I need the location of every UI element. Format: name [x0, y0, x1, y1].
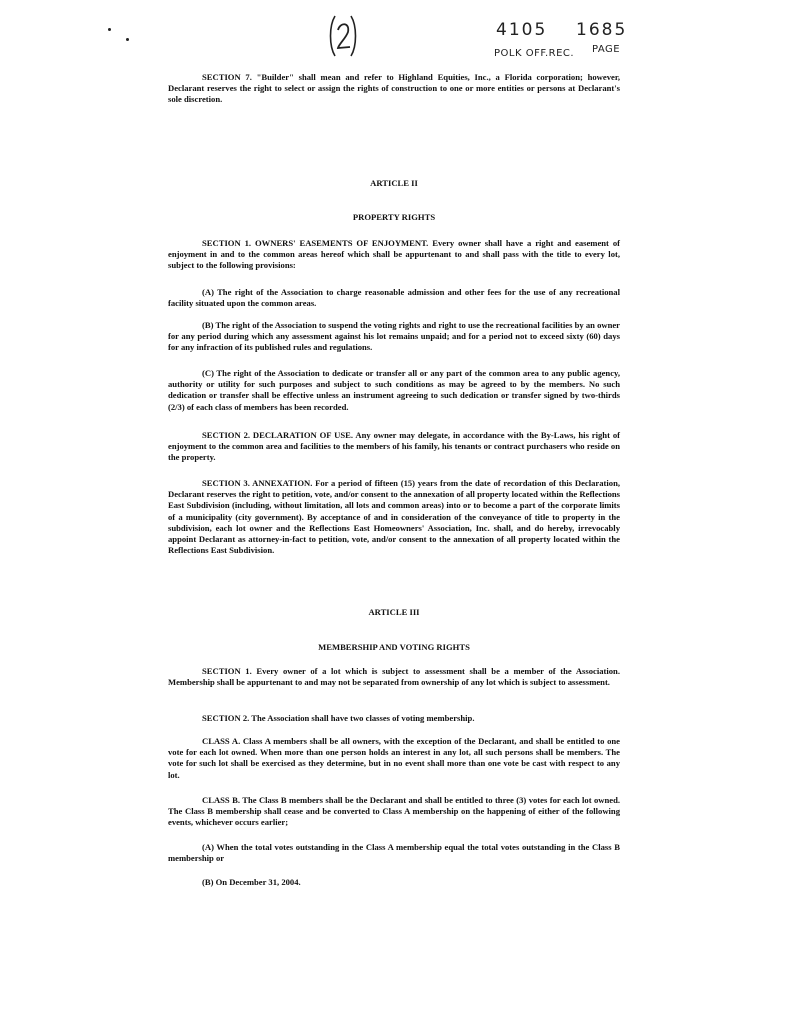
class-a-paragraph: CLASS A. Class A members shall be all owners, with the exception of the Declarant, and shall be entitled to one vote for each lot owned. When more than one person holds an interest in any lot, all such persons shall be members. The vote for such lot shall be exercised as they determine, but in no event shall more than one vote be cast with respect to any lot.: [168, 736, 620, 780]
article-2-section-1-c-paragraph: (C) The right of the Association to dedicate or transfer all or any part of the common area to any public agency, authority or utility for such purposes and subject to such conditions as may be agreed to by the members. No such dedication or transfer shall be effective unless an instrument agreeing to such dedication or transfer signed by two-thirds (2/3) of each class of members has been recorded.: [168, 368, 620, 412]
property-rights-heading: PROPERTY RIGHTS: [352, 212, 436, 222]
scan-speck: [108, 28, 111, 31]
article-2-section-1-b-paragraph: (B) The right of the Association to suspend the voting rights and right to use the recreational facilities by an owner for any period during which any assessment against his lot remains unpaid; and for a period not to exceed sixty (60) days for any infraction of its published rules and regulations.: [168, 320, 620, 353]
article-2-heading: ARTICLE II: [370, 178, 418, 188]
article-2-section-1-paragraph: SECTION 1. OWNERS' EASEMENTS OF ENJOYMENT. Every owner shall have a right and easement of enjoyment in and to the common areas hereof which shall be appurtenant to and shall pass with the title to every lot, subject to the following provisions:: [168, 238, 620, 271]
class-b-a-paragraph: (A) When the total votes outstanding in the Class A membership equal the total votes outstanding in the Class B membership or: [168, 842, 620, 864]
page-number: 1685: [576, 20, 628, 40]
scan-speck: [126, 38, 129, 41]
section-7-paragraph: SECTION 7. "Builder" shall mean and refer to Highland Equities, Inc., a Florida corporation; however, Declarant reserves the right to select or assign the rights of construction to one or more entities or persons at Declarant's sole discretion.: [168, 72, 620, 105]
article-2-section-2-paragraph: SECTION 2. DECLARATION OF USE. Any owner may delegate, in accordance with the By-Laws, his right of enjoyment to the common area and facilities to the members of his family, his tenants or contract purchasers who reside on the property.: [168, 430, 620, 463]
class-b-b-paragraph: (B) On December 31, 2004.: [202, 877, 301, 887]
article-2-section-1-a-paragraph: (A) The right of the Association to charge reasonable admission and other fees for the use of any recreational facility situated upon the common areas.: [168, 287, 620, 309]
article-3-heading: ARTICLE III: [368, 607, 420, 617]
article-3-section-1-paragraph: SECTION 1. Every owner of a lot which is subject to assessment shall be a member of the Association. Membership shall be appurtenant to and may not be separated from ownership of any lot which is subject to assessment.: [168, 666, 620, 688]
book-number: 4105: [496, 20, 548, 40]
handwritten-page-mark-icon: [326, 12, 360, 60]
book-label: POLK OFF.REC.: [494, 48, 575, 59]
article-3-section-2-paragraph: SECTION 2. The Association shall have two classes of voting membership.: [202, 713, 475, 723]
page-label: PAGE: [592, 44, 621, 55]
class-b-paragraph: CLASS B. The Class B members shall be the Declarant and shall be entitled to three (3) votes for each lot owned. The Class B membership shall cease and be converted to Class A membership on the happening of either of the following events, whichever occurs earlier;: [168, 795, 620, 828]
article-2-section-3-paragraph: SECTION 3. ANNEXATION. For a period of fifteen (15) years from the date of recordation of this Declaration, Declarant reserves the right to petition, vote, and/or consent to the annexation of all property located within the Reflections East Subdivision (including, without limitation, all lots and common areas) into or to become a part of the corporate limits of a municipality (city government). By acceptance of and in consideration of the conveyance of title to property in the subdivision, each lot owner and the Reflections East Homeowners' Association, Inc. shall, and do hereby, irrevocably appoint Declarant as attorney-in-fact to petition, vote, and/or consent to the annexation of all property located within the Reflections East Subdivision.: [168, 478, 620, 556]
membership-heading: MEMBERSHIP AND VOTING RIGHTS: [318, 642, 470, 652]
